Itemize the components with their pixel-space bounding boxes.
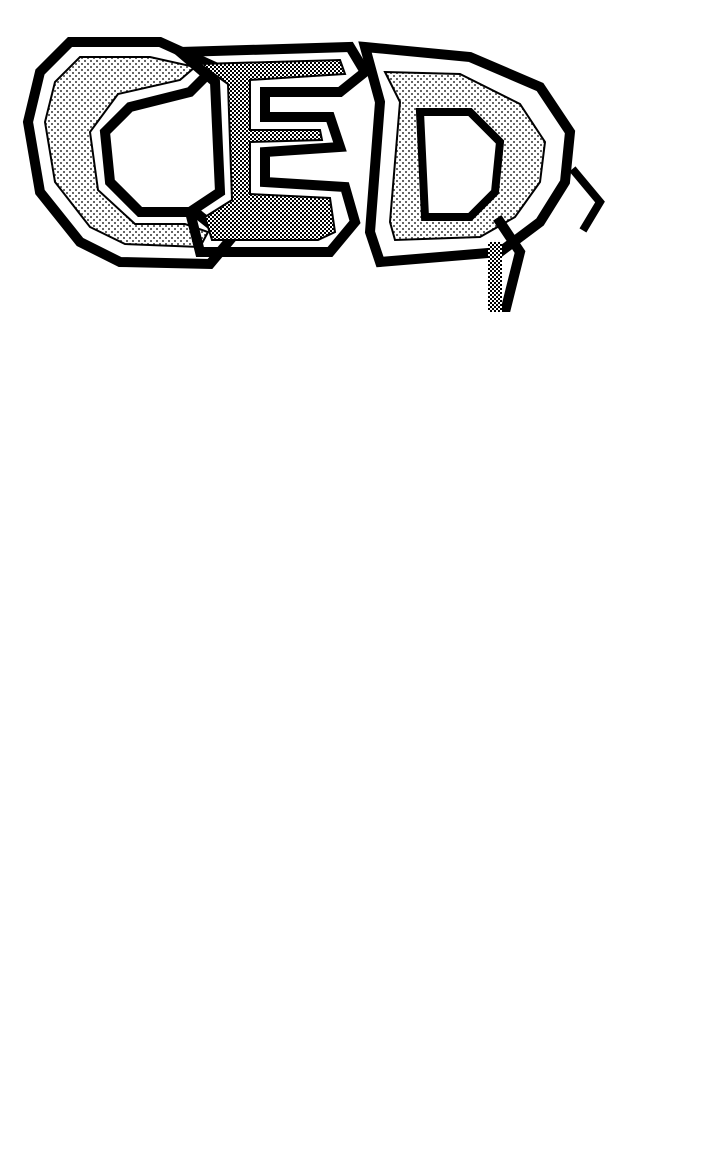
- ascii-logo-art: [0, 12, 728, 312]
